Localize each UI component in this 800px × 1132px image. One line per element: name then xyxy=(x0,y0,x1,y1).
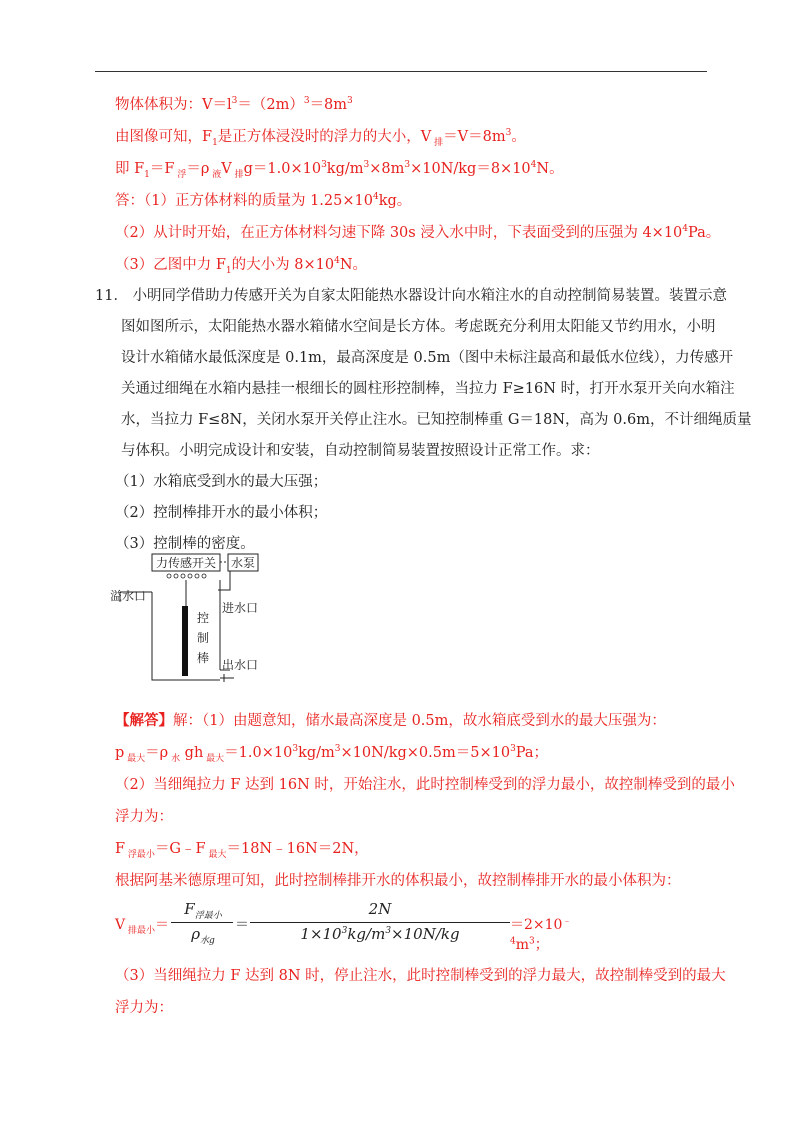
pump-label: 水泵 xyxy=(230,556,256,570)
svg-text:棒: 棒 xyxy=(197,651,210,665)
q11-line-1: 11． 小明同学借助力传感开关为自家太阳能热水器设计向水箱注水的自动控制简易装置。装置示意 xyxy=(95,288,728,304)
part2-line-3: 根据阿基米德原理可知，此时控制棒排开水的体积最小，故控制棒排开水的最小体积为： xyxy=(115,873,681,889)
sensor-contacts xyxy=(167,574,206,578)
svg-text:控: 控 xyxy=(197,611,210,625)
buoyancy-line: 由图像可知，$F_1$是正方体浸没时的浮力的大小，V $_排=V=8m^3$。 xyxy=(115,128,526,148)
outlet-label: 出水口 xyxy=(222,658,259,672)
q11-line-3: 设计水箱储水最低深度是 0.1m，最高深度是 0.5m（图中未标注最高和最低水位线），力传感开 xyxy=(121,350,734,366)
answer-2: （2）从计时开始，在正方体材料匀速下降 30s 浸入水中时，下表面受到的压强为 $4\times 10^4Pa$。 xyxy=(115,224,721,241)
part2-line-2: 浮力为： xyxy=(115,809,173,825)
solution-intro: 【解答】解：（1）由题意知，储水最高深度是 0.5m，故水箱底受到水的最大压强为： xyxy=(115,712,666,729)
volume-line: 物体体积为：$V=l^3=(2m)^3=8m^3$ xyxy=(115,96,353,113)
sensor-label: 力传感开关 xyxy=(155,556,217,570)
min-buoyancy-equation: F $_{浮最小}$＝G﹣F $_{最大}$＝18N﹣16N＝2N， xyxy=(115,841,369,860)
answer-3: （3）乙图中力 $F_1$的大小为 $8\times 10^4N$。 xyxy=(115,256,367,276)
q11-line-2: 图如图所示，太阳能热水器水箱储水空间是长方体。考虑既充分利用太阳能又节约用水，小明 xyxy=(121,319,716,335)
inlet-label: 进水口 xyxy=(222,601,259,615)
part2-line-1: （2）当细绳拉力 F 达到 16N 时，开始注水，此时控制棒受到的浮力最小，故控制棒受到的最小 xyxy=(115,777,735,793)
q11-line-4: 关通过细绳在水箱内悬挂一根细长的圆柱形控制棒，当拉力 F≥16N 时，打开水泵开关向水箱注 xyxy=(121,381,735,397)
answer-1: 答：（1）正方体材料的质量为 $1.25\times 10^4kg$。 xyxy=(115,192,412,209)
device-diagram xyxy=(110,552,270,692)
f1-equation: 即 $F_1=F$ $_浮$＝ρ $_液$V $_排g=1.0\times 10^3kg/m^3\times 8m^3\times 10N/kg=8\times 10^4N$。 xyxy=(115,160,564,180)
min-volume-formula: V $_{排最小}$＝ $F_{浮最小}$ $\rho_{水g}$ ＝ 2N $1\times 10^3kg/m^3\times 10N/kg$ $=2\times 10^{﹣4}m^3$； xyxy=(115,900,572,953)
subq-3: （3）控制棒的密度。 xyxy=(115,536,255,552)
svg-text:制: 制 xyxy=(197,631,210,645)
subq-1: （1）水箱底受到水的最大压强； xyxy=(115,474,328,490)
pressure-equation: p $_{最大}$＝ρ $_水$ gh $_{最大}=1.0\times 10^3kg/m^3\times 10N/kg\times 0.5m=5\times 10^3Pa$； xyxy=(115,744,549,764)
q11-line-5: 水，当拉力 F≤8N，关闭水泵开关停止注水。已知控制棒重 G＝18N，高为 0.6m，不计细绳质量 xyxy=(121,412,752,428)
part3-line-2: 浮力为： xyxy=(115,1000,173,1016)
q11-line-6: 与体积。小明完成设计和安装，自动控制简易装置按照设计正常工作。求： xyxy=(121,443,600,459)
subq-2: （2）控制棒排开水的最小体积； xyxy=(115,505,328,521)
header-rule xyxy=(95,71,707,72)
overflow-label: 溢水口 xyxy=(110,589,147,603)
part3-line-1: （3）当细绳拉力 F 达到 8N 时，停止注水，此时控制棒受到的浮力最大，故控制棒受到的最大 xyxy=(115,968,726,984)
control-rod xyxy=(182,606,188,676)
